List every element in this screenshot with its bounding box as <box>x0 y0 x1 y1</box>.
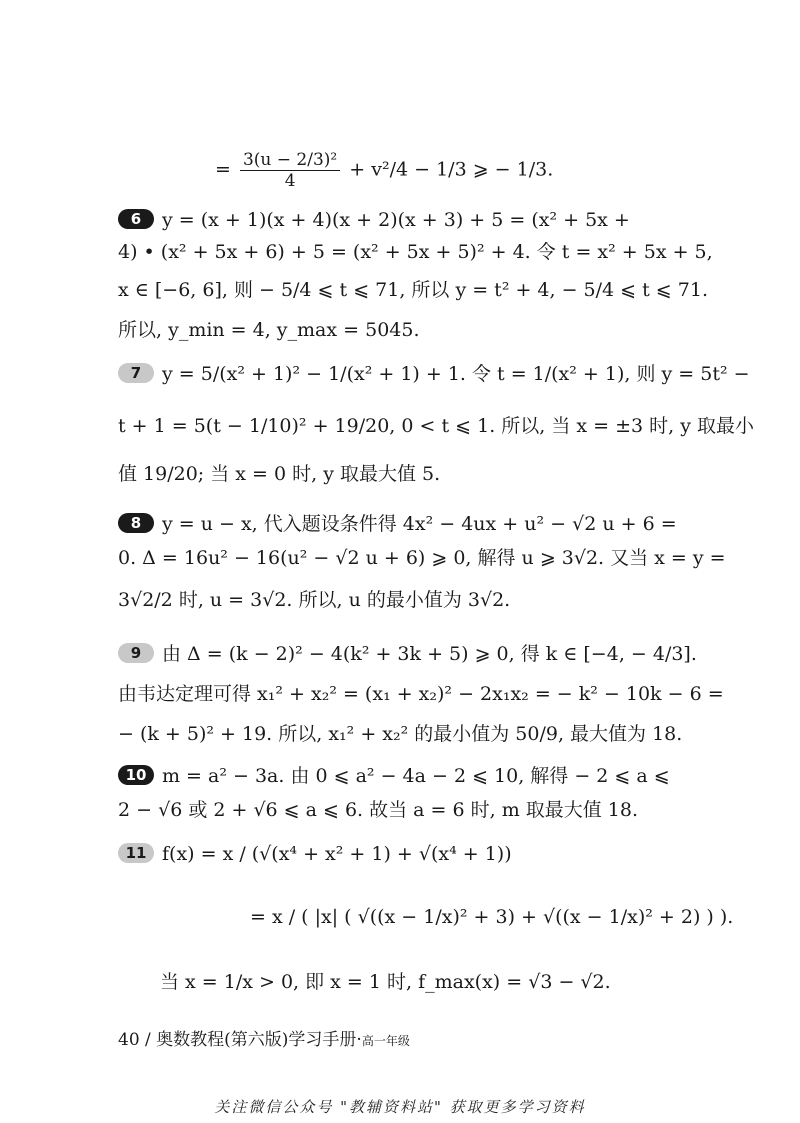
text-line: 2 − √6 或 2 + √6 ⩽ a ⩽ 6. 故当 a = 6 时, m 取最大值 18. <box>118 799 639 821</box>
problem-10-line-1 <box>118 764 688 788</box>
text-line: 由韦达定理可得 x₁² + x₂² = (x₁ + x₂)² − 2x₁x₂ = − k² − 10k − 6 = <box>118 683 724 705</box>
problem-8-line-3 <box>118 588 688 612</box>
text-line: y = 5/(x² + 1)² − 1/(x² + 1) + 1. 令 t = 1/(x² + 1), 则 y = 5t² − <box>162 363 750 385</box>
fraction-numerator: 3(u − 2/3)² <box>240 150 340 171</box>
text-line: 当 x = 1/x > 0, 即 x = 1 时, f_max(x) = √3 − √2. <box>160 971 611 993</box>
equals-sign: = <box>215 158 231 181</box>
page-footer <box>118 1025 410 1050</box>
grade-label: 高一年级 <box>361 1034 410 1048</box>
page-number: 40 / <box>118 1030 151 1050</box>
text-line: − (k + 5)² + 19. 所以, x₁² + x₂² 的最小值为 50/9, 最大值为 18. <box>118 723 683 745</box>
problem-number-badge: 10 <box>118 765 154 785</box>
problem-7-line-2 <box>118 414 755 438</box>
text-line: y = u − x, 代入题设条件得 4x² − 4ux + u² − √2 u + 6 = <box>162 513 677 535</box>
book-title: 奥数教程(第六版)学习手册· <box>156 1030 362 1050</box>
problem-11-line-2 <box>250 905 800 929</box>
text-line: 3√2/2 时, u = 3√2. 所以, u 的最小值为 3√2. <box>118 589 511 611</box>
text-line: 所以, y_min = 4, y_max = 5045. <box>118 319 420 341</box>
problem-11-line-1 <box>118 842 688 866</box>
problem-9-line-3 <box>118 722 688 746</box>
text-line: 0. Δ = 16u² − 16(u² − √2 u + 6) ⩾ 0, 解得 u ⩾ 3√2. 又当 x = y = <box>118 547 726 569</box>
fraction <box>240 150 340 191</box>
problem-6-line-3 <box>118 278 708 302</box>
solution-5-tail <box>215 150 785 191</box>
solution-5-rest: + v²/4 − 1/3 ⩾ − 1/3. <box>349 158 554 181</box>
problem-10-line-2 <box>118 798 688 822</box>
problem-7-line-3 <box>118 462 688 486</box>
problem-7-line-1 <box>118 362 750 386</box>
text-line: 4) • (x² + 5x + 6) + 5 = (x² + 5x + 5)² + 4. 令 t = x² + 5x + 5, <box>118 241 713 263</box>
problem-8-line-2 <box>118 546 726 570</box>
problem-6-line-1 <box>118 208 688 232</box>
problem-number-badge: 9 <box>118 643 154 663</box>
problem-6-line-2 <box>118 240 713 264</box>
problem-6-line-4 <box>118 318 688 342</box>
text-line: = x / ( |x| ( √((x − 1/x)² + 3) + √((x − 1/x)² + 2) ) ). <box>250 906 734 928</box>
text-line: 由 Δ = (k − 2)² − 4(k² + 3k + 5) ⩾ 0, 得 k ∈ [−4, − 4/3]. <box>162 643 697 665</box>
problem-11-line-3 <box>160 970 730 994</box>
problem-9-line-1 <box>118 642 697 666</box>
problem-8-line-1 <box>118 512 688 536</box>
text-line: m = a² − 3a. 由 0 ⩽ a² − 4a − 2 ⩽ 10, 解得 − 2 ⩽ a ⩽ <box>162 765 670 787</box>
fraction-denominator: 4 <box>284 171 296 191</box>
problem-number-badge: 11 <box>118 843 154 863</box>
text-line: t + 1 = 5(t − 1/10)² + 19/20, 0 < t ⩽ 1. 所以, 当 x = ±3 时, y 取最小 <box>118 415 755 437</box>
problem-number-badge: 8 <box>118 513 154 533</box>
watermark: 关注微信公众号 "教辅资料站" 获取更多学习资料 <box>214 1098 586 1116</box>
problem-number-badge: 7 <box>118 363 154 383</box>
text-line: 值 19/20; 当 x = 0 时, y 取最大值 5. <box>118 463 441 485</box>
problem-9-line-2 <box>118 682 724 706</box>
problem-number-badge: 6 <box>118 209 154 229</box>
text-line: y = (x + 1)(x + 4)(x + 2)(x + 3) + 5 = (x² + 5x + <box>162 209 630 231</box>
text-line: f(x) = x / (√(x⁴ + x² + 1) + √(x⁴ + 1)) <box>162 843 512 865</box>
text-line: x ∈ [−6, 6], 则 − 5/4 ⩽ t ⩽ 71, 所以 y = t² + 4, − 5/4 ⩽ t ⩽ 71. <box>118 279 708 301</box>
